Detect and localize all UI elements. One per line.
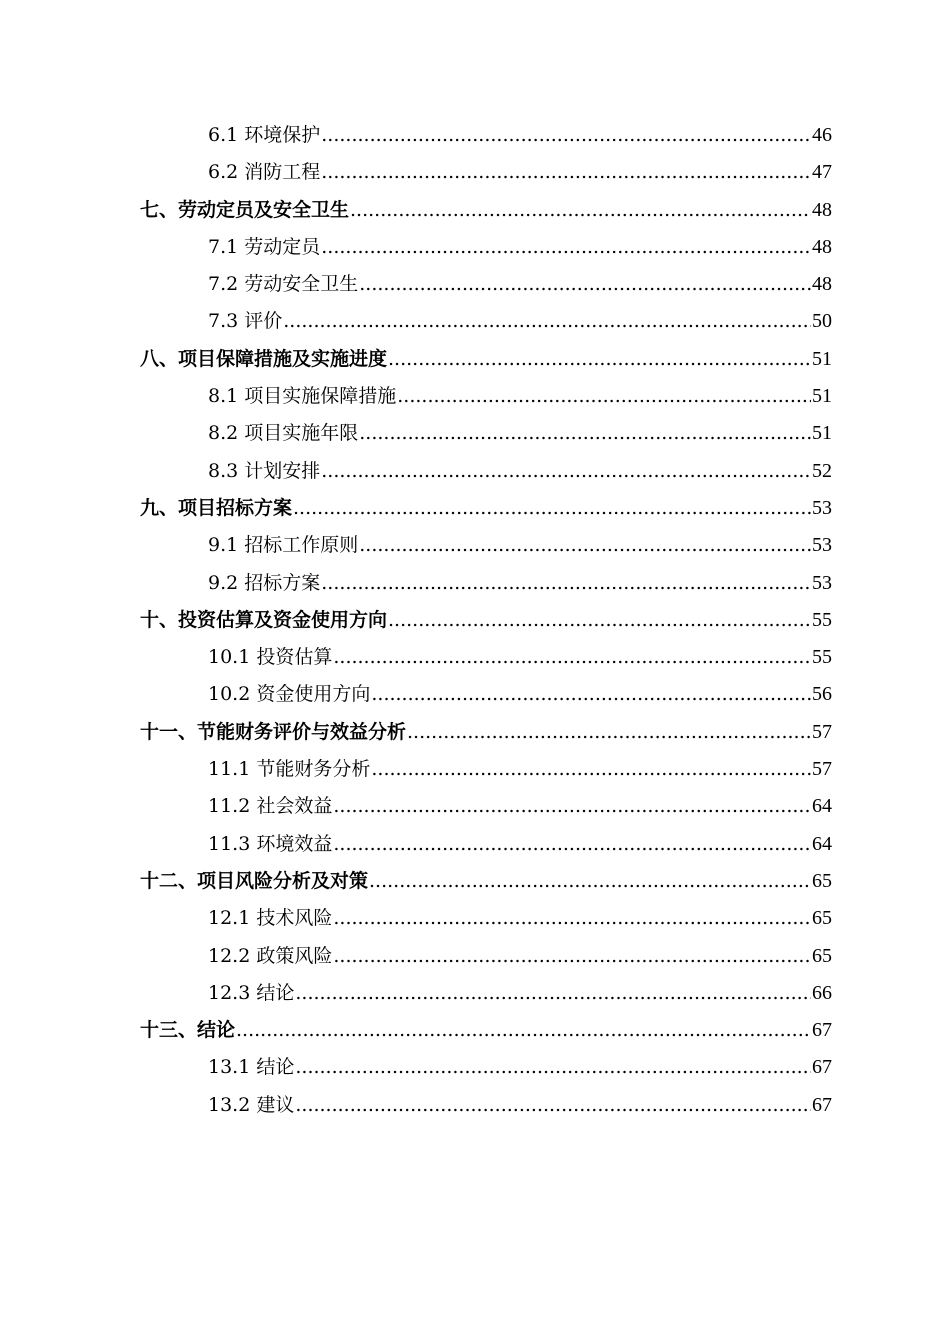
toc-entry-title: 8.2 项目实施年限 bbox=[208, 422, 359, 445]
toc-page-number: 48 bbox=[812, 235, 832, 258]
toc-dot-leader bbox=[283, 303, 811, 340]
toc-entry-title: 6.2 消防工程 bbox=[208, 161, 321, 184]
toc-entry-title: 9.2 招标方案 bbox=[208, 571, 321, 594]
toc-page-number: 55 bbox=[812, 608, 832, 631]
toc-entry-title: 10.2 资金使用方向 bbox=[208, 683, 371, 706]
toc-entry-title: 十二、项目风险分析及对策 bbox=[140, 869, 369, 892]
toc-dot-leader bbox=[371, 751, 811, 788]
toc-entry-title: 8.3 计划安排 bbox=[208, 459, 321, 482]
toc-section-entry[interactable] bbox=[140, 117, 832, 154]
toc-page-number: 67 bbox=[812, 1093, 832, 1116]
toc-entry-title: 八、项目保障措施及实施进度 bbox=[140, 347, 388, 370]
toc-dot-leader bbox=[295, 1087, 811, 1124]
toc-page-number: 51 bbox=[812, 385, 832, 408]
toc-dot-leader bbox=[321, 229, 811, 266]
toc-page-number: 53 bbox=[812, 496, 832, 519]
toc-entry-title: 十三、结论 bbox=[140, 1019, 236, 1042]
toc-section-entry[interactable] bbox=[140, 975, 832, 1012]
toc-dot-leader bbox=[321, 453, 811, 490]
toc-entry-title: 10.1 投资估算 bbox=[208, 646, 333, 669]
toc-entry-title: 十一、节能财务评价与效益分析 bbox=[140, 720, 407, 743]
toc-chapter-entry[interactable] bbox=[140, 1012, 832, 1049]
toc-entry-title: 7.1 劳动定员 bbox=[208, 235, 321, 258]
toc-page-number: 55 bbox=[812, 646, 832, 669]
toc-page-number: 65 bbox=[812, 944, 832, 967]
toc-page-number: 56 bbox=[812, 683, 832, 706]
toc-section-entry[interactable] bbox=[140, 639, 832, 676]
toc-page-number: 48 bbox=[812, 198, 832, 221]
toc-dot-leader bbox=[333, 938, 811, 975]
toc-dot-leader bbox=[236, 1012, 811, 1049]
toc-entry-title: 8.1 项目实施保障措施 bbox=[208, 385, 397, 408]
toc-dot-leader bbox=[359, 266, 811, 303]
toc-dot-leader bbox=[359, 527, 811, 564]
toc-section-entry[interactable] bbox=[140, 154, 832, 191]
toc-entry-title: 7.2 劳动安全卫生 bbox=[208, 273, 359, 296]
toc-page-number: 51 bbox=[812, 422, 832, 445]
toc-page-number: 57 bbox=[812, 720, 832, 743]
toc-dot-leader bbox=[333, 639, 811, 676]
toc-page-number: 50 bbox=[812, 310, 832, 333]
toc-dot-leader bbox=[295, 1049, 811, 1086]
toc-section-entry[interactable] bbox=[140, 453, 832, 490]
toc-dot-leader bbox=[333, 900, 811, 937]
toc-entry-title: 十、投资估算及资金使用方向 bbox=[140, 608, 388, 631]
toc-dot-leader bbox=[293, 490, 811, 527]
toc-section-entry[interactable] bbox=[140, 938, 832, 975]
toc-section-entry[interactable] bbox=[140, 527, 832, 564]
toc-chapter-entry[interactable] bbox=[140, 714, 832, 751]
toc-entry-title: 九、项目招标方案 bbox=[140, 496, 293, 519]
toc-dot-leader bbox=[407, 714, 811, 751]
toc-entry-title: 13.2 建议 bbox=[208, 1093, 295, 1116]
toc-page-number: 53 bbox=[812, 534, 832, 557]
toc-entry-title: 9.1 招标工作原则 bbox=[208, 534, 359, 557]
toc-section-entry[interactable] bbox=[140, 565, 832, 602]
toc-section-entry[interactable] bbox=[140, 788, 832, 825]
toc-entry-title: 12.1 技术风险 bbox=[208, 907, 333, 930]
toc-dot-leader bbox=[388, 341, 811, 378]
toc-dot-leader bbox=[350, 192, 811, 229]
toc-chapter-entry[interactable] bbox=[140, 490, 832, 527]
toc-dot-leader bbox=[321, 565, 811, 602]
toc-entry-title: 7.3 评价 bbox=[208, 310, 283, 333]
table-of-contents bbox=[140, 117, 832, 1124]
toc-dot-leader bbox=[295, 975, 811, 1012]
toc-section-entry[interactable] bbox=[140, 826, 832, 863]
toc-entry-title: 11.3 环境效益 bbox=[208, 832, 333, 855]
toc-page-number: 48 bbox=[812, 273, 832, 296]
toc-page-number: 67 bbox=[812, 1019, 832, 1042]
toc-page-number: 65 bbox=[812, 907, 832, 930]
toc-section-entry[interactable] bbox=[140, 900, 832, 937]
toc-entry-title: 11.2 社会效益 bbox=[208, 795, 333, 818]
toc-page-number: 64 bbox=[812, 795, 832, 818]
toc-section-entry[interactable] bbox=[140, 378, 832, 415]
toc-section-entry[interactable] bbox=[140, 1049, 832, 1086]
toc-entry-title: 6.1 环境保护 bbox=[208, 124, 321, 146]
toc-page-number: 46 bbox=[812, 124, 832, 146]
toc-dot-leader bbox=[321, 154, 811, 191]
toc-section-entry[interactable] bbox=[140, 415, 832, 452]
toc-page-number: 64 bbox=[812, 832, 832, 855]
toc-page-number: 51 bbox=[812, 347, 832, 370]
toc-entry-title: 13.1 结论 bbox=[208, 1056, 295, 1079]
toc-entry-title: 12.2 政策风险 bbox=[208, 944, 333, 967]
toc-page-number: 47 bbox=[812, 161, 832, 184]
toc-dot-leader bbox=[369, 863, 811, 900]
toc-page-number: 66 bbox=[812, 981, 832, 1004]
toc-dot-leader bbox=[333, 826, 811, 863]
toc-section-entry[interactable] bbox=[140, 751, 832, 788]
toc-page-number: 52 bbox=[812, 459, 832, 482]
toc-entry-title: 11.1 节能财务分析 bbox=[208, 758, 371, 781]
toc-page-number: 53 bbox=[812, 571, 832, 594]
toc-section-entry[interactable] bbox=[140, 1087, 832, 1124]
toc-section-entry[interactable] bbox=[140, 229, 832, 266]
toc-dot-leader bbox=[397, 378, 811, 415]
toc-section-entry[interactable] bbox=[140, 303, 832, 340]
toc-dot-leader bbox=[333, 788, 811, 825]
toc-dot-leader bbox=[359, 415, 811, 452]
toc-dot-leader bbox=[321, 117, 811, 154]
toc-chapter-entry[interactable] bbox=[140, 192, 832, 229]
toc-chapter-entry[interactable] bbox=[140, 341, 832, 378]
toc-dot-leader bbox=[388, 602, 811, 639]
toc-entry-title: 12.3 结论 bbox=[208, 981, 295, 1004]
toc-dot-leader bbox=[371, 676, 811, 713]
toc-section-entry[interactable] bbox=[140, 676, 832, 713]
toc-chapter-entry[interactable] bbox=[140, 602, 832, 639]
toc-page-number: 65 bbox=[812, 869, 832, 892]
toc-section-entry[interactable] bbox=[140, 266, 832, 303]
toc-chapter-entry[interactable] bbox=[140, 863, 832, 900]
toc-entry-title: 七、劳动定员及安全卫生 bbox=[140, 198, 350, 221]
toc-page-number: 67 bbox=[812, 1056, 832, 1079]
toc-page-number: 57 bbox=[812, 758, 832, 781]
